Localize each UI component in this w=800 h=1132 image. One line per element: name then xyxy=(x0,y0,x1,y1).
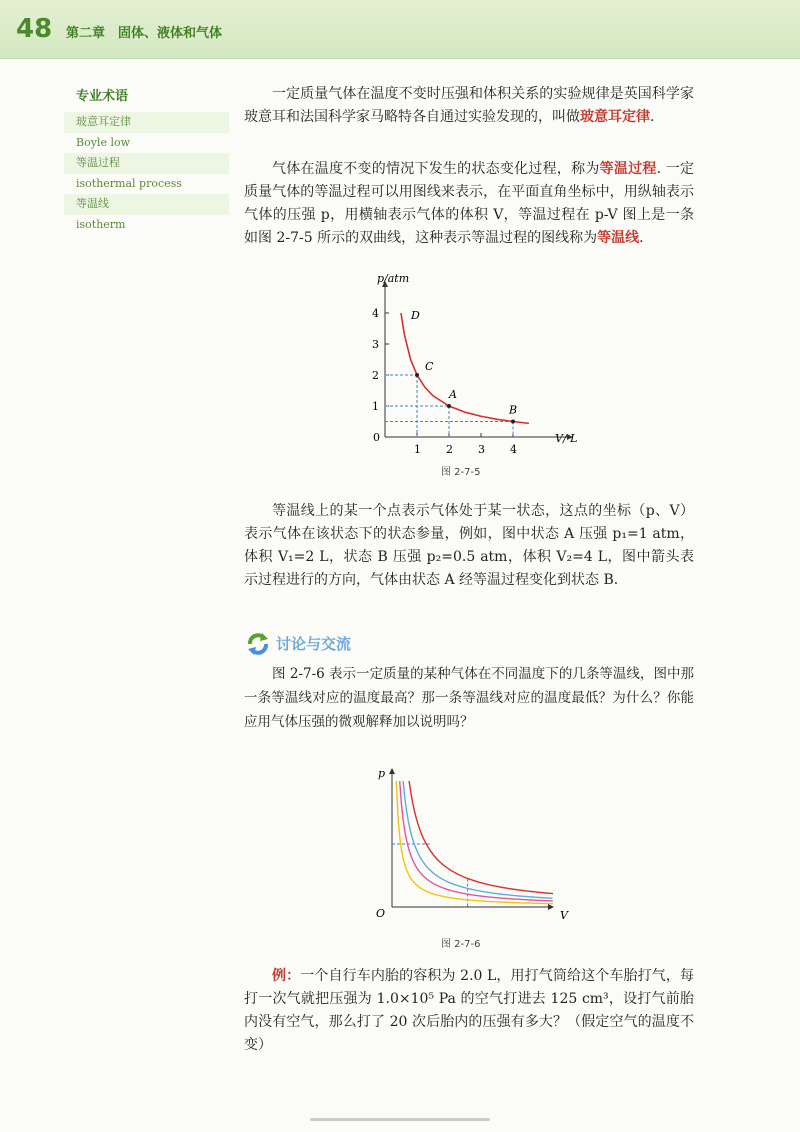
y-axis-arrow xyxy=(389,768,395,774)
isotherm-curve xyxy=(400,781,553,901)
term-item: isotherm xyxy=(76,217,126,231)
x-tick-label: 4 xyxy=(510,443,517,456)
state-label: C xyxy=(425,360,434,373)
page-header xyxy=(0,0,800,59)
state-label: A xyxy=(449,388,457,401)
isotherm-curve xyxy=(409,781,553,894)
discussion-cycle-icon xyxy=(244,630,272,658)
y-tick-label: 2 xyxy=(372,369,379,382)
y-tick-label: 4 xyxy=(372,307,379,320)
example-label: 例： xyxy=(272,968,301,984)
x-tick-label: 3 xyxy=(478,443,485,456)
x-axis-label: V xyxy=(560,909,568,922)
paragraph-example: 例：一个自行车内胎的容积为 2.0 L，用打气筒给这个车胎打气，每打一次气就把压强为 1.0×10⁵ Pa 的空气打进去 125 cm³，设打气前胎内没有空气，那么打了 20 次后胎内的压强有多大？（假定空气的温度不变） xyxy=(244,968,694,1053)
term-item: 玻意耳定律 xyxy=(64,112,229,133)
sidebar-title: 专业术语 xyxy=(76,89,129,104)
x-axis-arrow xyxy=(548,904,554,910)
isotherm-curve xyxy=(403,781,552,898)
x-axis-label: V/ L xyxy=(555,432,578,445)
term-boyle-law: 玻意耳定律 xyxy=(580,109,650,125)
state-label: D xyxy=(411,309,420,322)
paragraph-boyle-law: 一定质量气体在温度不变时压强和体积关系的实验规律是英国科学家玻意耳和法国科学家马略特各自通过实验发现的，叫做玻意耳定律. xyxy=(244,86,694,125)
y-tick-label: 1 xyxy=(372,400,379,413)
figure-caption: 图 2-7-5 xyxy=(441,467,481,478)
x-tick-label: 1 xyxy=(414,443,421,456)
state-point xyxy=(415,373,419,377)
paragraph-isothermal: 气体在温度不变的情况下发生的状态变化过程，称为等温过程. 一定质量气体的等温过程可以用图线来表示，在平面直角坐标中，用纵轴表示气体的压强 p，用横轴表示气体的体积 V，等温过程在 p-V 图上是一条如图 2-7-5 所示的双曲线，这种表示等温过程的图线称为等温线. xyxy=(244,161,694,246)
term-item: isothermal process xyxy=(76,176,182,190)
figure-caption: 图 2-7-6 xyxy=(441,939,481,950)
x-tick-label: 0 xyxy=(373,431,380,444)
state-point xyxy=(511,420,515,424)
figure-2-7-6 xyxy=(370,762,580,922)
term-item: 等温过程 xyxy=(64,153,229,174)
discussion-title: 讨论与交流 xyxy=(276,635,352,653)
x-tick-label: 2 xyxy=(446,443,453,456)
y-axis-label: p xyxy=(378,767,386,780)
y-tick-label: 3 xyxy=(372,338,379,351)
term-item: Boyle low xyxy=(76,135,131,149)
chapter-title: 第二章 固体、液体和气体 xyxy=(66,26,223,41)
isotherm-curve xyxy=(396,781,553,904)
state-label: B xyxy=(509,403,518,417)
paragraph-discussion: 图 2-7-6 表示一定质量的某种气体在不同温度下的几条等温线，图中那一条等温线对应的温度最高？那一条等温线对应的温度最低？为什么？你能应用气体压强的微观解释加以说明吗？ xyxy=(244,666,694,730)
state-point xyxy=(447,404,451,408)
y-axis-label: p/atm xyxy=(377,272,410,285)
term-item: 等温线 xyxy=(64,194,229,215)
paragraph-state-parameters: 等温线上的某一个点表示气体处于某一状态，这点的坐标（p、V）表示气体在该状态下的状态参量，例如，图中状态 A 压强 p₁=1 atm，体积 V₁=2 L，状态 B 压强 p₂=0.5 atm，体积 V₂=4 L，图中箭头表示过程进行的方向，气体由状态 A 经等温过程变化到状态 B. xyxy=(244,503,694,588)
terminology-sidebar xyxy=(64,85,229,235)
term-isothermal-process: 等温过程 xyxy=(599,161,657,177)
page-number: 48 xyxy=(16,14,53,44)
figure-2-7-5 xyxy=(355,272,595,457)
term-isotherm: 等温线 xyxy=(597,230,640,246)
origin-label: O xyxy=(376,907,386,920)
footer-divider xyxy=(310,1118,490,1121)
